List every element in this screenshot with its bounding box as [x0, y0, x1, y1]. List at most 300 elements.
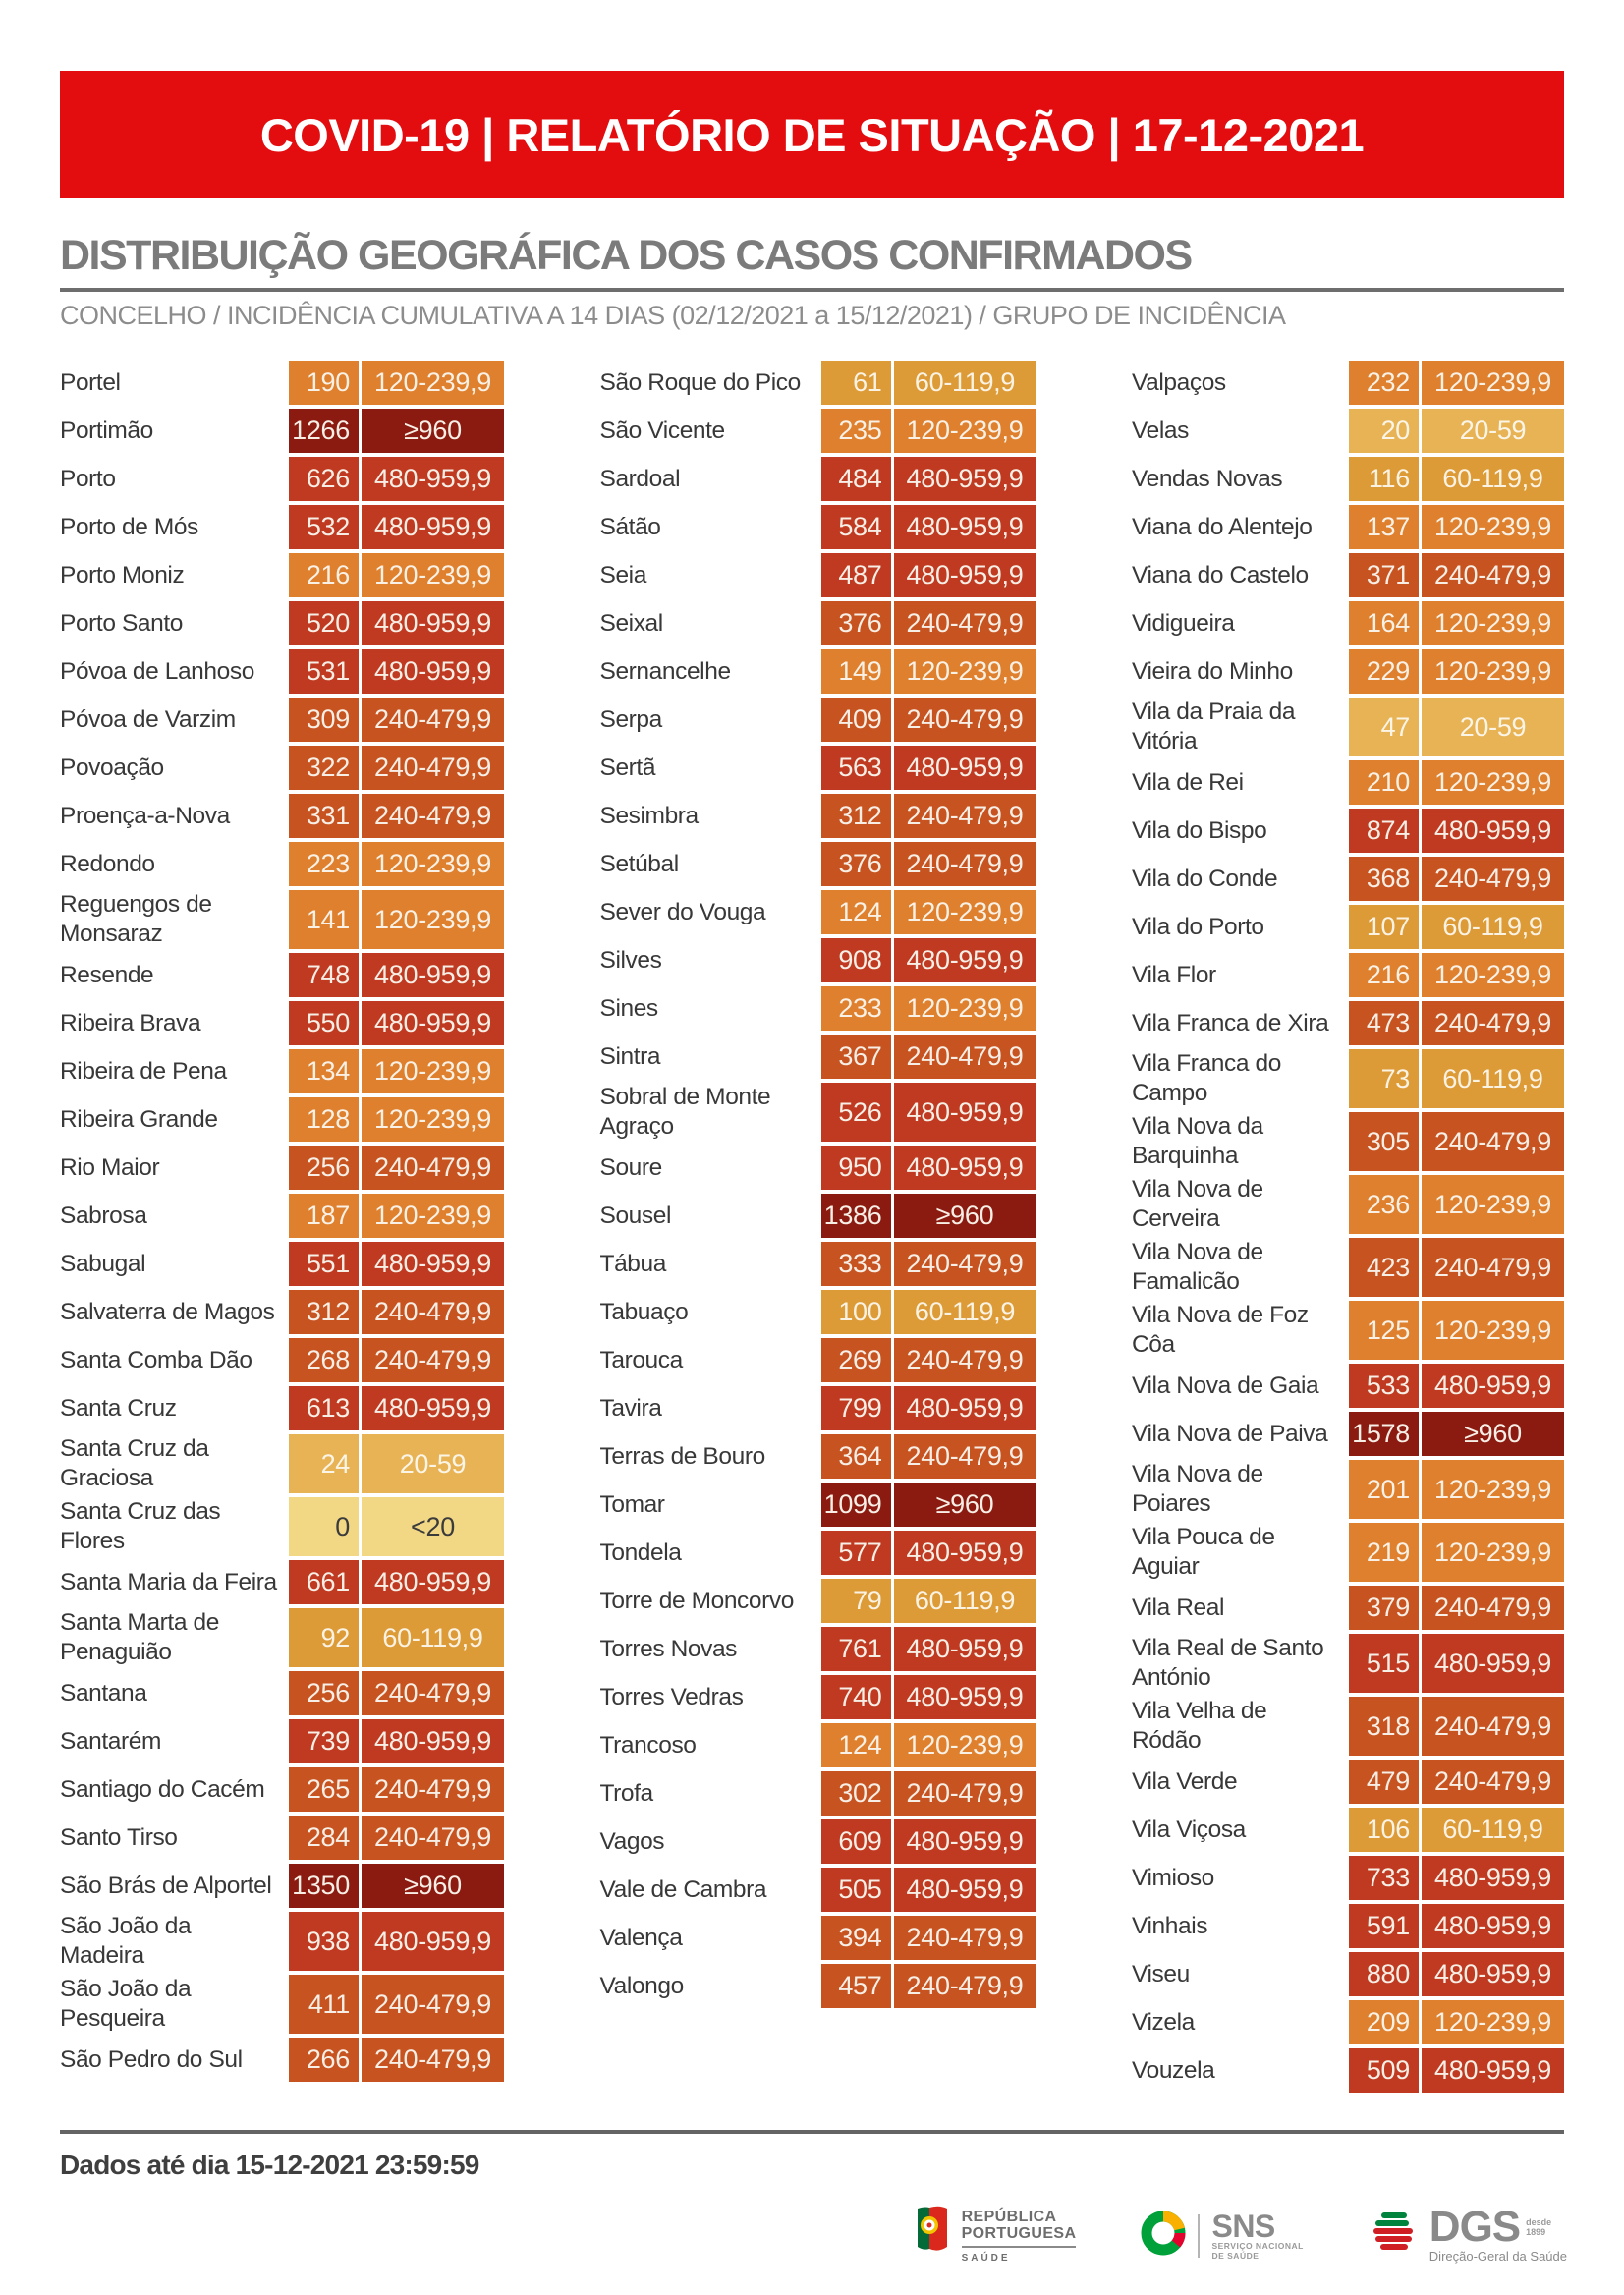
incidence-group-cell: 480-959,9 — [894, 505, 1036, 549]
incidence-value-cell: 164 — [1349, 601, 1419, 645]
concelho-name: Vimioso — [1132, 1864, 1214, 1891]
incidence-value-cell: 219 — [1349, 1523, 1419, 1582]
concelho-name: Serpa — [599, 705, 662, 733]
incidence-value-cell: 190 — [289, 361, 359, 405]
table-row — [1132, 857, 1564, 901]
incidence-group-cell: 240-479,9 — [1422, 1760, 1564, 1804]
incidence-group-cell: 480-959,9 — [894, 553, 1036, 597]
concelho-name: Vendas Novas — [1132, 465, 1283, 492]
incidence-group-cell: 120-239,9 — [362, 1097, 504, 1142]
concelho-name: Vila Nova de Poiares — [1132, 1461, 1263, 1517]
incidence-group-cell: 120-239,9 — [362, 1049, 504, 1093]
table-row — [1132, 1001, 1564, 1045]
table-row — [1132, 2048, 1564, 2093]
dgs-logo — [1369, 2203, 1567, 2264]
incidence-group-cell: 120-239,9 — [362, 361, 504, 405]
concelho-name: Vila Franca do Campo — [1132, 1050, 1281, 1106]
table-row — [1132, 457, 1564, 501]
concelho-name: Torres Novas — [599, 1635, 738, 1662]
table-row — [1132, 953, 1564, 997]
incidence-group-cell: 120-239,9 — [362, 890, 504, 949]
table-column-1 — [60, 361, 504, 2086]
concelho-name: Sátão — [599, 513, 661, 540]
incidence-group-cell: 60-119,9 — [1422, 457, 1564, 501]
concelho-name: Tábua — [599, 1250, 666, 1277]
concelho-name: Vila Nova de Cerveira — [1132, 1176, 1263, 1232]
incidence-value-cell: 577 — [821, 1531, 891, 1575]
incidence-group-cell: 120-239,9 — [1422, 1301, 1564, 1360]
title-divider — [60, 288, 1564, 292]
concelho-name: Santa Maria da Feira — [60, 1568, 277, 1595]
incidence-value-cell: 551 — [289, 1242, 359, 1286]
concelho-name: Salvaterra de Magos — [60, 1298, 275, 1325]
incidence-group-cell: ≥960 — [894, 1483, 1036, 1527]
table-row — [60, 1242, 504, 1286]
incidence-value-cell: 1350 — [289, 1864, 359, 1908]
incidence-group-cell: 60-119,9 — [1422, 1049, 1564, 1108]
incidence-value-cell: 128 — [289, 1097, 359, 1142]
table-row — [1132, 601, 1564, 645]
table-row — [60, 1386, 504, 1430]
table-row — [1132, 649, 1564, 694]
table-row — [600, 1290, 1036, 1334]
table-row — [600, 649, 1036, 694]
table-row — [1132, 505, 1564, 549]
table-row — [60, 953, 504, 997]
concelho-name: Ribeira Grande — [60, 1105, 218, 1133]
table-column-3 — [1132, 361, 1564, 2097]
concelho-name: São Brás de Alportel — [60, 1872, 272, 1899]
table-row — [1132, 553, 1564, 597]
incidence-group-cell: 240-479,9 — [894, 1771, 1036, 1816]
incidence-value-cell: 302 — [821, 1771, 891, 1816]
concelho-name: Sertã — [599, 754, 656, 781]
page-title: DISTRIBUIÇÃO GEOGRÁFICA DOS CASOS CONFIRMADOS — [60, 232, 1192, 279]
concelho-name: Valpaços — [1132, 368, 1226, 396]
incidence-value-cell: 47 — [1349, 698, 1419, 756]
table-row — [600, 842, 1036, 886]
incidence-group-cell: 480-959,9 — [894, 1386, 1036, 1430]
table-row — [600, 1035, 1036, 1079]
incidence-value-cell: 376 — [821, 842, 891, 886]
incidence-group-cell: 120-239,9 — [1422, 361, 1564, 405]
incidence-value-cell: 799 — [821, 1386, 891, 1430]
incidence-value-cell: 236 — [1349, 1175, 1419, 1234]
concelho-name: Torres Vedras — [599, 1683, 744, 1710]
concelho-name: Torre de Moncorvo — [599, 1587, 794, 1614]
table-row — [60, 746, 504, 790]
table-row — [60, 1864, 504, 1908]
incidence-value-cell: 124 — [821, 1723, 891, 1767]
incidence-value-cell: 100 — [821, 1290, 891, 1334]
incidence-group-cell: 240-479,9 — [362, 1767, 504, 1812]
incidence-group-cell: 60-119,9 — [894, 1290, 1036, 1334]
table-row — [600, 1819, 1036, 1864]
table-row — [600, 986, 1036, 1031]
incidence-value-cell: 0 — [289, 1497, 359, 1556]
concelho-name: Sabugal — [60, 1250, 146, 1277]
incidence-value-cell: 141 — [289, 890, 359, 949]
table-row — [1132, 698, 1564, 756]
incidence-value-cell: 24 — [289, 1434, 359, 1493]
incidence-group-cell: 240-479,9 — [1422, 857, 1564, 901]
concelho-name: Setúbal — [599, 850, 679, 877]
table-row — [600, 1434, 1036, 1479]
incidence-value-cell: 73 — [1349, 1049, 1419, 1108]
incidence-group-cell: 240-479,9 — [894, 1242, 1036, 1286]
incidence-group-cell: 480-959,9 — [894, 1083, 1036, 1142]
incidence-group-cell: 120-239,9 — [1422, 649, 1564, 694]
incidence-value-cell: 533 — [1349, 1364, 1419, 1408]
table-row — [600, 1531, 1036, 1575]
concelho-name: Portimão — [60, 417, 153, 444]
incidence-value-cell: 268 — [289, 1338, 359, 1382]
incidence-value-cell: 216 — [1349, 953, 1419, 997]
incidence-group-cell: 480-959,9 — [362, 1386, 504, 1430]
incidence-value-cell: 216 — [289, 553, 359, 597]
incidence-group-cell: 240-479,9 — [894, 1964, 1036, 2008]
report-banner — [60, 71, 1564, 198]
table-row — [1132, 905, 1564, 949]
incidence-value-cell: 423 — [1349, 1238, 1419, 1297]
table-row — [600, 1723, 1036, 1767]
incidence-group-cell: 20-59 — [1422, 698, 1564, 756]
incidence-value-cell: 269 — [821, 1338, 891, 1382]
incidence-group-cell: 60-119,9 — [362, 1608, 504, 1667]
republica-text-line1: REPÚBLICA — [961, 2208, 1057, 2225]
incidence-group-cell: 480-959,9 — [1422, 1904, 1564, 1948]
concelho-name: Vila do Porto — [1132, 913, 1264, 940]
incidence-group-cell: 480-959,9 — [362, 1001, 504, 1045]
table-row — [60, 698, 504, 742]
table-row — [60, 457, 504, 501]
incidence-group-cell: 60-119,9 — [894, 361, 1036, 405]
incidence-group-cell: 480-959,9 — [362, 505, 504, 549]
concelho-name: Vila Flor — [1132, 961, 1216, 988]
table-row — [60, 794, 504, 838]
incidence-value-cell: 79 — [821, 1579, 891, 1623]
table-row — [600, 505, 1036, 549]
table-row — [60, 1719, 504, 1763]
incidence-value-cell: 20 — [1349, 409, 1419, 453]
incidence-value-cell: 950 — [821, 1146, 891, 1190]
table-row — [600, 1338, 1036, 1382]
incidence-value-cell: 256 — [289, 1146, 359, 1190]
incidence-value-cell: 487 — [821, 553, 891, 597]
incidence-value-cell: 210 — [1349, 760, 1419, 805]
table-row — [60, 1497, 504, 1556]
table-row — [1132, 1523, 1564, 1582]
table-row — [600, 1386, 1036, 1430]
incidence-value-cell: 107 — [1349, 905, 1419, 949]
incidence-value-cell: 322 — [289, 746, 359, 790]
table-row — [600, 1483, 1036, 1527]
table-row — [60, 1975, 504, 2034]
table-row — [600, 1916, 1036, 1960]
concelho-name: Resende — [60, 961, 154, 988]
incidence-value-cell: 125 — [1349, 1301, 1419, 1360]
incidence-value-cell: 229 — [1349, 649, 1419, 694]
table-row — [60, 1816, 504, 1860]
incidence-value-cell: 515 — [1349, 1634, 1419, 1693]
table-row — [60, 1434, 504, 1493]
sns-subtext-line2: DE SAÚDE — [1211, 2250, 1260, 2261]
incidence-value-cell: 1099 — [821, 1483, 891, 1527]
table-row — [600, 746, 1036, 790]
concelho-name: Sesimbra — [599, 802, 699, 829]
incidence-value-cell: 661 — [289, 1560, 359, 1604]
concelho-name: Sever do Vouga — [599, 898, 766, 925]
table-row — [60, 1290, 504, 1334]
table-row — [1132, 1760, 1564, 1804]
incidence-value-cell: 520 — [289, 601, 359, 645]
incidence-group-cell: 480-959,9 — [894, 1531, 1036, 1575]
incidence-group-cell: 480-959,9 — [1422, 1634, 1564, 1693]
incidence-value-cell: 733 — [1349, 1856, 1419, 1900]
incidence-value-cell: 411 — [289, 1975, 359, 2034]
incidence-value-cell: 223 — [289, 842, 359, 886]
table-row — [600, 698, 1036, 742]
incidence-value-cell: 305 — [1349, 1112, 1419, 1171]
table-row — [600, 361, 1036, 405]
concelho-name: Trofa — [599, 1779, 653, 1807]
concelho-name: Viana do Castelo — [1132, 561, 1309, 588]
incidence-group-cell: 480-959,9 — [362, 457, 504, 501]
incidence-value-cell: 409 — [821, 698, 891, 742]
incidence-value-cell: 550 — [289, 1001, 359, 1045]
incidence-group-cell: 120-239,9 — [1422, 1175, 1564, 1234]
concelho-name: Trancoso — [599, 1731, 697, 1759]
incidence-group-cell: 240-479,9 — [894, 1035, 1036, 1079]
incidence-group-cell: 480-959,9 — [894, 1146, 1036, 1190]
sns-subtext-line1: SERVIÇO NACIONAL — [1211, 2240, 1304, 2251]
concelho-name: Vouzela — [1132, 2056, 1215, 2084]
incidence-value-cell: 526 — [821, 1083, 891, 1142]
incidence-value-cell: 333 — [821, 1242, 891, 1286]
incidence-group-cell: 480-959,9 — [1422, 1952, 1564, 1996]
concelho-name: Redondo — [60, 850, 155, 877]
incidence-value-cell: 479 — [1349, 1760, 1419, 1804]
table-row — [600, 1146, 1036, 1190]
incidence-value-cell: 364 — [821, 1434, 891, 1479]
table-row — [1132, 409, 1564, 453]
concelho-name: Velas — [1132, 417, 1189, 444]
incidence-group-cell: ≥960 — [362, 1864, 504, 1908]
table-row — [60, 1912, 504, 1971]
footer-divider — [60, 2130, 1564, 2134]
incidence-group-cell: 240-479,9 — [1422, 1112, 1564, 1171]
table-row — [1132, 1952, 1564, 1996]
table-row — [600, 601, 1036, 645]
incidence-group-cell: 480-959,9 — [1422, 1856, 1564, 1900]
table-row — [600, 1675, 1036, 1719]
incidence-table — [60, 361, 1564, 2097]
portugal-flag-icon — [915, 2206, 950, 2266]
concelho-name: Vale de Cambra — [599, 1875, 767, 1903]
concelho-name: Vila do Conde — [1132, 865, 1278, 892]
table-row — [60, 409, 504, 453]
incidence-value-cell: 591 — [1349, 1904, 1419, 1948]
incidence-group-cell: 240-479,9 — [1422, 553, 1564, 597]
table-row — [1132, 1460, 1564, 1519]
incidence-value-cell: 368 — [1349, 857, 1419, 901]
concelho-name: São Vicente — [599, 417, 725, 444]
concelho-name: Valongo — [599, 1972, 684, 1999]
footer-logos — [915, 2203, 1567, 2266]
incidence-group-cell: 120-239,9 — [894, 986, 1036, 1031]
dgs-subtext: Direção-Geral da Saúde — [1428, 2249, 1567, 2264]
incidence-group-cell: 120-239,9 — [1422, 1523, 1564, 1582]
concelho-name: Póvoa de Varzim — [60, 705, 236, 733]
table-row — [600, 1194, 1036, 1238]
table-row — [60, 553, 504, 597]
incidence-group-cell: 60-119,9 — [1422, 905, 1564, 949]
incidence-group-cell: 240-479,9 — [894, 1434, 1036, 1479]
sns-logo — [1141, 2208, 1304, 2261]
incidence-group-cell: ≥960 — [362, 409, 504, 453]
table-row — [600, 890, 1036, 934]
concelho-name: Vila Pouca de Aguiar — [1132, 1524, 1275, 1580]
incidence-value-cell: 484 — [821, 457, 891, 501]
table-row — [60, 1049, 504, 1093]
table-row — [600, 1868, 1036, 1912]
table-row — [1132, 1808, 1564, 1852]
incidence-value-cell: 880 — [1349, 1952, 1419, 1996]
incidence-group-cell: 480-959,9 — [894, 1627, 1036, 1671]
data-cutoff-note: Dados até dia 15-12-2021 23:59:59 — [60, 2150, 479, 2180]
incidence-group-cell: 120-239,9 — [894, 649, 1036, 694]
incidence-value-cell: 371 — [1349, 553, 1419, 597]
concelho-name: Soure — [599, 1153, 662, 1181]
concelho-name: Sardoal — [599, 465, 681, 492]
table-row — [1132, 1904, 1564, 1948]
table-row — [1132, 809, 1564, 853]
incidence-value-cell: 740 — [821, 1675, 891, 1719]
table-row — [1132, 1049, 1564, 1108]
incidence-value-cell: 457 — [821, 1964, 891, 2008]
concelho-name: Valença — [599, 1924, 683, 1951]
incidence-group-cell: 120-239,9 — [362, 553, 504, 597]
concelho-name: Vila da Praia da Vitória — [1132, 699, 1296, 755]
concelho-name: Vila Velha de Ródão — [1132, 1698, 1267, 1754]
incidence-group-cell: 120-239,9 — [1422, 1460, 1564, 1519]
incidence-group-cell: 20-59 — [1422, 409, 1564, 453]
table-row — [1132, 1112, 1564, 1171]
concelho-name: Seixal — [599, 609, 663, 637]
concelho-name: Santa Cruz das Flores — [60, 1498, 221, 1554]
incidence-value-cell: 908 — [821, 938, 891, 982]
concelho-name: Sernancelhe — [599, 657, 731, 685]
incidence-group-cell: 480-959,9 — [1422, 2048, 1564, 2093]
concelho-name: Porto de Mós — [60, 513, 198, 540]
sns-divider — [1198, 2214, 1200, 2258]
table-row — [600, 1771, 1036, 1816]
table-row — [60, 890, 504, 949]
incidence-group-cell: 240-479,9 — [1422, 1001, 1564, 1045]
concelho-name: Sabrosa — [60, 1202, 147, 1229]
incidence-value-cell: 92 — [289, 1608, 359, 1667]
table-row — [600, 1964, 1036, 2008]
table-row — [60, 1608, 504, 1667]
sns-circle-icon — [1141, 2211, 1186, 2261]
concelho-name: Tomar — [599, 1490, 665, 1518]
incidence-group-cell: 480-959,9 — [362, 649, 504, 694]
concelho-name: Reguengos de Monsaraz — [60, 891, 212, 947]
table-row — [60, 2038, 504, 2082]
concelho-name: Santiago do Cacém — [60, 1775, 265, 1803]
concelho-name: Ribeira de Pena — [60, 1057, 227, 1085]
incidence-group-cell: 240-479,9 — [362, 698, 504, 742]
table-row — [1132, 1238, 1564, 1297]
incidence-value-cell: 761 — [821, 1627, 891, 1671]
concelho-name: Santana — [60, 1679, 147, 1707]
incidence-value-cell: 235 — [821, 409, 891, 453]
incidence-value-cell: 318 — [1349, 1697, 1419, 1756]
concelho-name: Tabuaço — [599, 1298, 689, 1325]
concelho-name: Sines — [599, 994, 658, 1022]
table-row — [1132, 1175, 1564, 1234]
incidence-value-cell: 309 — [289, 698, 359, 742]
incidence-group-cell: 240-479,9 — [362, 1146, 504, 1190]
incidence-value-cell: 209 — [1349, 2000, 1419, 2044]
table-row — [60, 601, 504, 645]
incidence-group-cell: 120-239,9 — [362, 842, 504, 886]
incidence-group-cell: 240-479,9 — [894, 698, 1036, 742]
incidence-group-cell: 120-239,9 — [894, 890, 1036, 934]
incidence-value-cell: 312 — [821, 794, 891, 838]
table-row — [1132, 1856, 1564, 1900]
concelho-name: Porto Santo — [60, 609, 183, 637]
incidence-value-cell: 1578 — [1349, 1412, 1419, 1456]
table-row — [1132, 1412, 1564, 1456]
incidence-group-cell: 480-959,9 — [362, 1719, 504, 1763]
table-row — [60, 1146, 504, 1190]
incidence-value-cell: 61 — [821, 361, 891, 405]
table-row — [600, 1627, 1036, 1671]
sns-text: SNS — [1211, 2208, 1275, 2244]
incidence-group-cell: 120-239,9 — [894, 409, 1036, 453]
incidence-value-cell: 505 — [821, 1868, 891, 1912]
dgs-text: DGS — [1428, 2203, 1521, 2251]
concelho-name: Povoação — [60, 754, 164, 781]
table-row — [1132, 1586, 1564, 1630]
concelho-name: Viseu — [1132, 1960, 1190, 1987]
incidence-value-cell: 266 — [289, 2038, 359, 2082]
table-row — [60, 361, 504, 405]
concelho-name: Vieira do Minho — [1132, 657, 1293, 685]
concelho-name: Santa Cruz — [60, 1394, 177, 1422]
concelho-name: Tondela — [599, 1539, 682, 1566]
concelho-name: Viana do Alentejo — [1132, 513, 1313, 540]
concelho-name: Santo Tirso — [60, 1823, 178, 1851]
concelho-name: São João da Madeira — [60, 1913, 192, 1969]
incidence-value-cell: 312 — [289, 1290, 359, 1334]
incidence-group-cell: 480-959,9 — [362, 601, 504, 645]
incidence-group-cell: 60-119,9 — [1422, 1808, 1564, 1852]
incidence-group-cell: 240-479,9 — [1422, 1586, 1564, 1630]
incidence-group-cell: 240-479,9 — [894, 601, 1036, 645]
incidence-value-cell: 626 — [289, 457, 359, 501]
incidence-value-cell: 584 — [821, 505, 891, 549]
table-row — [600, 1083, 1036, 1142]
incidence-value-cell: 1386 — [821, 1194, 891, 1238]
incidence-group-cell: 240-479,9 — [894, 1338, 1036, 1382]
table-row — [600, 553, 1036, 597]
concelho-name: Vila Verde — [1132, 1767, 1238, 1795]
incidence-group-cell: 120-239,9 — [1422, 505, 1564, 549]
concelho-name: Santa Cruz da Graciosa — [60, 1435, 209, 1491]
table-row — [600, 457, 1036, 501]
